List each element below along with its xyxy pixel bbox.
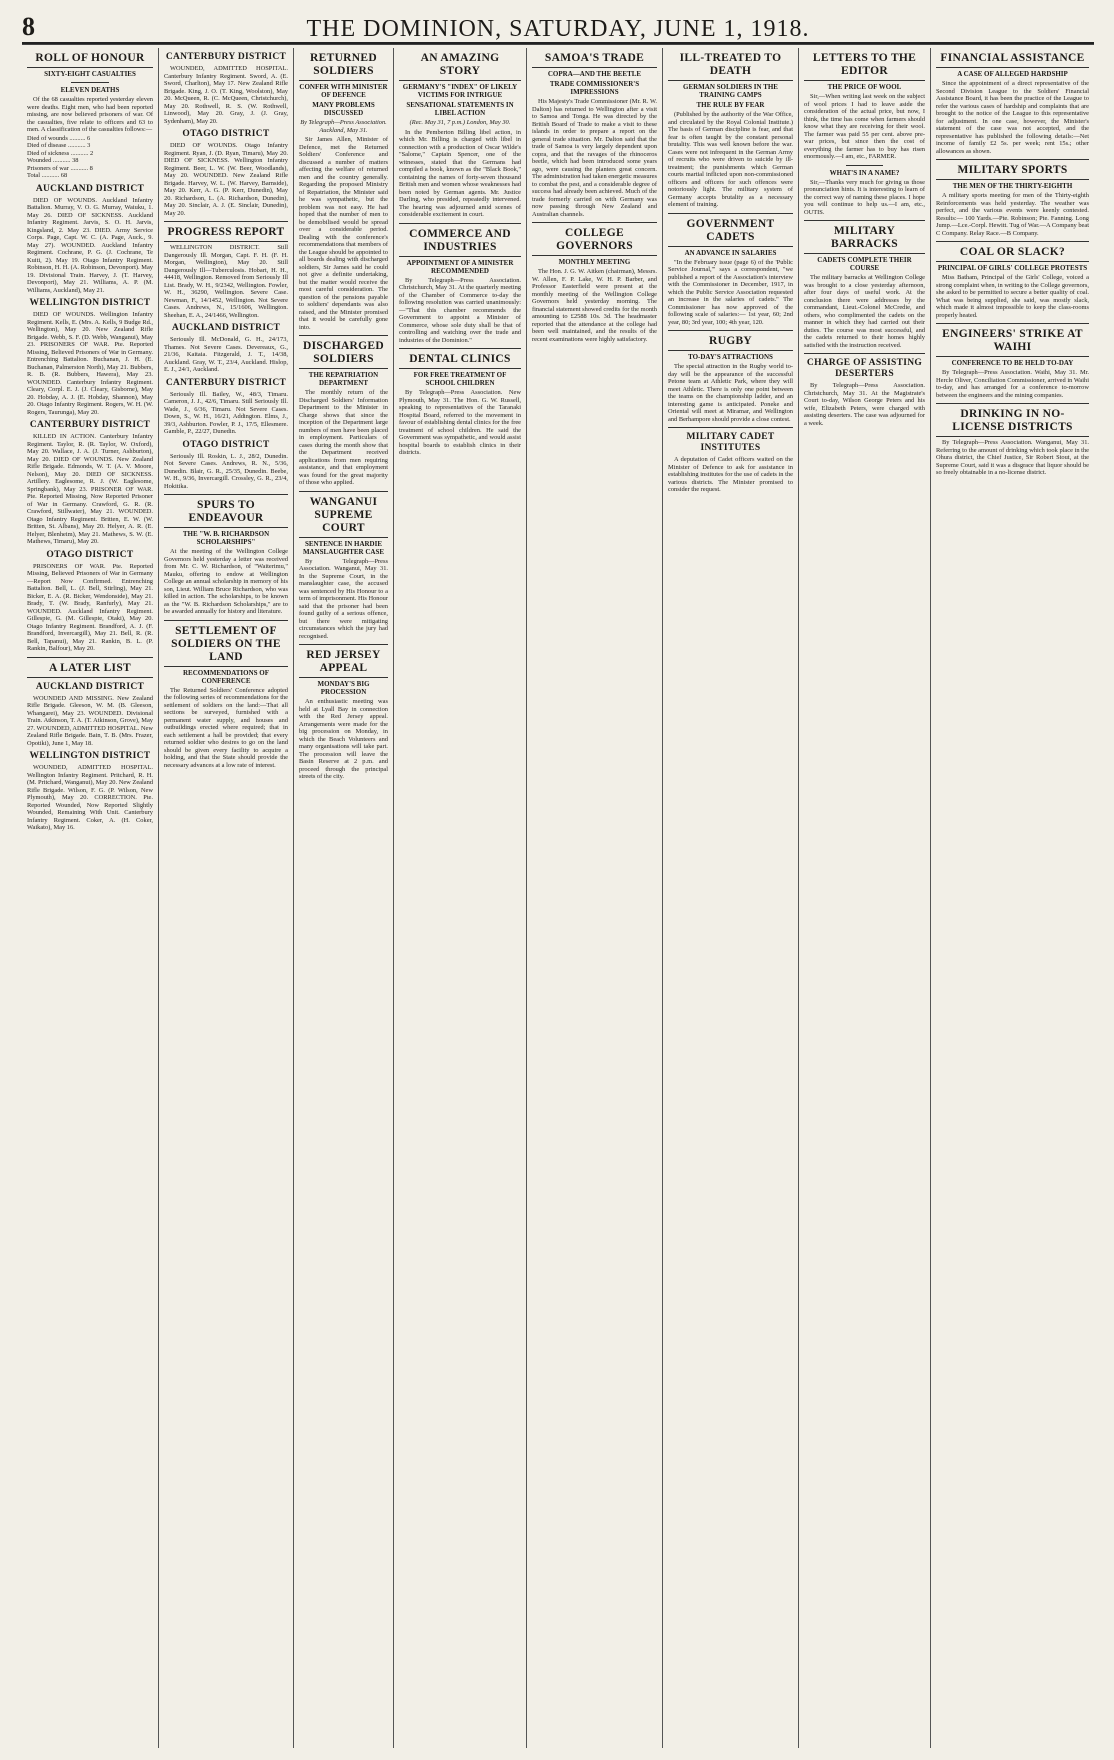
- casualty-list: WOUNDED, ADMITTED HOSPITAL. Wellington Infantry Regiment. Pritchard, R. H. (M. Pritchard, Wanganui), May 20. New Zealand Rifle Brigade. Wilson, F. G. (P. Wilson, New Plymouth), May 20. CORRECTION. Pte. Reported Wounded, Now Reported Slightly Wounded, Remaining With Unit. Canterbury Infantry Regiment. Coker, A. (H. Coker, Waikato), May 16.: [27, 764, 153, 831]
- masthead: [22, 10, 1094, 44]
- roll-of-honour-heading: ROLL OF HONOUR: [27, 52, 153, 68]
- column-8: [930, 48, 1094, 1748]
- article-body: At the meeting of the Wellington College Governors held yesterday a letter was received from Mr. C. W. Richardson, of "Waiterimu," Mauku, offering to endow at Wellington College an annual scholarship in memory of his son, Lieut. William Bruce Richardson, who was killed in action. The scholarships, to be known as the "W. B. Richardson Scholarships," are to be awarded annually for history and literature.: [164, 548, 288, 615]
- article-headline: DRINKING IN NO-LICENSE DISTRICTS: [936, 408, 1089, 437]
- casualties-subheading: SIXTY-EIGHT CASUALTIES: [44, 70, 136, 78]
- divider: [804, 220, 925, 221]
- divider: [299, 491, 388, 492]
- divider: [532, 222, 657, 223]
- article-headline: COAL OR SLACK?: [936, 246, 1089, 262]
- divider: [668, 213, 793, 214]
- article-subheading: GERMAN SOLDIERS IN THE TRAINING CAMPS: [683, 83, 778, 99]
- article-headline: DISCHARGED SOLDIERS: [299, 340, 388, 369]
- article-headline: MILITARY BARRACKS: [804, 225, 925, 254]
- tally-total: Total ........... 68: [27, 172, 68, 179]
- tally-line: Died of disease ........... 3: [27, 142, 91, 149]
- article-body: The special attraction in the Rugby world to-day will be the appearance of the successful Petone team at Athletic Park, where they will meet Athletic. There is only one point between the teams on the championship ladder, and an interesting game is anticipated. Poneke and Oriental will meet at Miramar, and Wellington and Berhampore should provide a close contest.: [668, 363, 793, 423]
- article-body: "In the February issue (page 6) of the 'Public Service Journal,'" says a correspondent, "we published a report of the Association's interview with the Commissioner in December, 1917, in which the Public Service Association requested an increase in the salaries of cadets." The Commissioner has now approved of the following scale of salaries:— 1st year, 60; 2nd year, 80; 3rd year, 100; 4th year, 120.: [668, 258, 793, 326]
- article-headline: LETTERS TO THE EDITOR: [804, 52, 925, 81]
- article-headline: AN AMAZING STORY: [399, 52, 521, 81]
- progress-list: Seriously Ill. Bailey, W., 48/3, Timaru. Cameron, J. J., 42/6, Timaru. Still Seriously Ill. Wade, J., 6/36, Timaru. Not Severe Cases. Down, S., W. H., 16/21, Addington. Elms, J., 39/3, Ashburton. Fowler, P. J., 17/5, Ellesmere. Gamble, P., 22/27, Dunedin.: [164, 390, 288, 435]
- column-1: [22, 48, 158, 1748]
- article-headline: MILITARY SPORTS: [936, 164, 1089, 180]
- casualty-list: KILLED IN ACTION. Canterbury Infantry Regiment. Taylor, R. (R. Taylor, W. Oxford), May 20. Wallace, J. A. (J. Turner, Ashburton), May 20. DIED OF WOUNDS. New Zealand Rifle Brigade. Edmonds, W. T. (A. V. Moore, Nelson), May 20. DIED OF SICKNESS. Artillery. Eaglesome, R. J. (W. Eaglesome, Springbank), May 23. PRISONER OF WAR. Pte. Reported Missing, Now Reported Prisoner of War in Germany. Crawford, G. R. (R. Crawford, Stillwater), May 21. WOUNDED. Otago Infantry Regiment. Britten, E. W. (W. Britten, St. Albans), May 20. Helyer, A. R. (E. Helyer, Blenheim), May 21. Mathews, S. W. (E. Mathews, Timaru), May 20.: [27, 433, 153, 545]
- article-headline: WANGANUI SUPREME COURT: [299, 496, 388, 538]
- article-subheading: CONFERENCE TO BE HELD TO-DAY: [951, 359, 1074, 367]
- casualty-list: PRISONERS OF WAR. Pte. Reported Missing, Believed Prisoners of War in Germany—Report Now Confirmed. Entrenching Battalion. Bell, L. (J. Bell, Stirling), May 21. Bicker, E. A. (R. Bicker, Wendonside), May 21. Brady, T. (W. Brady, Ranfurly), May 21. WOUNDED. Auckland Infantry Regiment. Gillespie, G. (M. Gillespie, Otaki), May 20. Otago Infantry Regiment. Brandford, A. J. (F. Brandford, Invercargill), May 21. Bell, R. (R. Bell, Tapanui), May 21. Rankin, B. L. (P. Rankin, Balfour), May 20.: [27, 562, 153, 652]
- column-6: [662, 48, 798, 1748]
- district-heading: OTAGO DISTRICT: [182, 129, 270, 139]
- article-headline: RED JERSEY APPEAL: [299, 649, 388, 678]
- progress-list: Seriously Ill. Roskin, L. J., 28/2, Dunedin. Not Severe Cases. Andrews, R. N., 5/36, Dunedin. Blair, G. R., 25/35, Dunedin. Beebe, W. H., 9/36, Invercargill. Crossley, G. R., 23/4, Hokitika.: [164, 452, 288, 490]
- article-headline: RETURNED SOLDIERS: [299, 52, 388, 81]
- article-subheading: MONDAY'S BIG PROCESSION: [317, 680, 370, 696]
- article-body: An enthusiastic meeting was held at Lyall Bay in connection with the Red Jersey appeal. Arrangements were made for the big procession on Monday, in which the Beach Volunteers and many organisations will take part. The procession will leave the Basin Reserve at 2 p.m. and proceed through the principal streets of the city.: [299, 698, 388, 780]
- article-byline: By Telegraph—Press Association. Auckland, May 31.: [300, 119, 387, 134]
- article-body: (Published by the authority of the War Office, and circulated by the Royal Colonial Institute.) The basis of German discipline is fear, and that fear is often taught by the constant personal brutality. This was well known before the war. Cases were not infrequent in the German Army of recruits who were driven to suicide by ill-treatment; the punishments which German courts martial inflicted upon non-commissioned officers and officers for such offences were notoriously light. The military system of Germany accepts brutality as a necessary element of training.: [668, 111, 793, 208]
- article-headline: RUGBY: [668, 335, 793, 351]
- progress-list: WELLINGTON DISTRICT. Still Dangerously Ill. Morgan, Capt. F. H. (F. H. Morgan, Wellington), May 20. Still Dangerously Ill—Tuberculosis. Hobart, H. H., 44418, Wellington. Removed from Seriously Ill List. Brady, W. H., 9/2342, Wellington. Fowler, W. H., 36290, Wellington. Severe Case. Newman, F., 14/1452, Wellington. Not Severe Cases. Andrews, N., 15/1606, Wellington. Sheehan, E. A., 24/1466, Wellington.: [164, 244, 288, 319]
- page-number: 8: [22, 12, 35, 41]
- article-body: By Telegraph—Press Association. Christchurch, May 31. At the Magistrate's Court to-day, Wilson George Peters and his wife, Elizabeth Peters, were charged with assisting deserters. The case was adjourned for a week.: [804, 382, 925, 427]
- article-body: By Telegraph—Press Association. Wanganui, May 31. In the Supreme Court, in the manslaughter case, the accused was sentenced by His Honour to a term of imprisonment. His Honour said that the prisoner had been found guilty of a serious offence, but there were mitigating circumstances which the jury had recognised.: [299, 557, 388, 640]
- divider: [846, 165, 882, 166]
- article-body: Sir James Allen, Minister of Defence, met the Returned Soldiers' Conference and discussed a number of matters affecting the welfare of returned men and the country generally. Regarding the proposed Ministry of Repatriation, the Minister said he was sympathetic, but the problem was not easy. He had hoped that the number of men to be demobilised would be spread over a considerable period. Dealing with the conference's recommendations that members of the League should be appointed to all boards dealing with discharged soldiers, Sir James said he could not give a definite undertaking, but the matter would receive the most careful consideration. The question of the pensions payable to soldiers' dependants was also raised, and the Minister promised that it would be carefully gone into.: [299, 136, 388, 331]
- article-subheading: CADETS COMPLETE THEIR COURSE: [817, 256, 912, 272]
- divider: [27, 657, 153, 658]
- article-headline: DENTAL CLINICS: [399, 353, 521, 369]
- article-body: By Telegraph—Press Association. Waihi, May 31. Mr. Hercle Oliver, Conciliation Commissioner, arrived in Waihi to-day, and has arranged for a conference to-morrow between the engineers and the mining companies.: [936, 369, 1089, 399]
- article-subheading: THE RULE BY FEAR: [696, 101, 765, 109]
- progress-list: Seriously Ill. McDonald, G. H., 24/173, Thames. Not Severe Cases. Devereaux, G., 21/36, Kaitaia. Fitzgerald, J. T., 14/38, Auckland. Gray, W. T., 23/4, Auckland. Hislop, E. J., 24/1, Auckland.: [164, 336, 288, 373]
- article-subheading: APPOINTMENT OF A MINISTER RECOMMENDED: [406, 258, 514, 275]
- article-body: By Telegraph—Press Association. New Plymouth, May 31. The Hon. G. W. Russell, speaking to representatives of the Taranaki Hospital Board, referred to the movement in favour of establishing dental clinics for the free treatment of school children. He said the Government was sympathetic, and would assist hospital boards to establish clinics in their districts.: [399, 389, 521, 456]
- letter-body: Sir,—When writing last week on the subject of wool prices I had to leave aside the consideration of the actual price, but now, I think, the time has come when farmers should know what they are receiving for their wool. The farmer was paid 55 per cent. above pre-war prices, but since then the cost of everything the farmer has to buy has risen enormously.—I am, etc., FARMER.: [804, 93, 925, 160]
- article-body: By Telegraph—Press Association. Christchurch, May 31. At the quarterly meeting of the Chamber of Commerce to-day the following resolution was carried unanimously:—"That this chamber recommends the Government to appoint a Minister of Commerce, whose sole duty shall be that of controlling and watching over the trade and industries of the Dominion.": [399, 276, 521, 344]
- article-subheading: SENSATIONAL STATEMENTS IN LIBEL ACTION: [406, 101, 514, 117]
- article-subheading: TO-DAY'S ATTRACTIONS: [688, 353, 773, 361]
- casualty-list: DIED OF WOUNDS. Auckland Infantry Battalion. Murray, V. O. G. Murray, Waiuku, 1. May 26. DIED OF SICKNESS. Auckland Infantry Regiment. Jarvis, S. O. H. Jarvis, Kingsland, 2. May 23. DIED. Army Service Corps. Page, Capt. W. C. (A. Page, Auck., 9. May 27). WOUNDED. Auckland Infantry Regiment. Cochrane, P. G. (J. Cochrane, Te Kuiti, 2). May 19. Otago Infantry Regiment. Robinson, H. H. (A. Robinson, Devonport). May 19. Divisional Train. Harvey, J. (T. Harvey, Devonport), May 21. Williams, A. P. (M. Williams, Auckland), May 21.: [27, 196, 153, 294]
- article-headline: FINANCIAL ASSISTANCE: [936, 52, 1089, 68]
- district-heading: AUCKLAND DISTRICT: [35, 681, 145, 692]
- divider: [399, 223, 521, 224]
- article-subheading: TRADE COMMISSIONER'S IMPRESSIONS: [549, 80, 640, 96]
- article-headline: CHARGE OF ASSISTING DESERTERS: [806, 358, 923, 379]
- article-subheading: PRINCIPAL OF GIRLS' COLLEGE PROTESTS: [937, 264, 1088, 272]
- article-subheading: SENTENCE IN HARDIE MANSLAUGHTER CASE: [302, 539, 385, 556]
- article-subheading: GERMANY'S "INDEX" OF LIKELY VICTIMS FOR INTRIGUE: [402, 83, 518, 99]
- divider: [936, 159, 1089, 160]
- divider: [164, 494, 288, 495]
- divider: [299, 335, 388, 336]
- casualty-list: WOUNDED, ADMITTED HOSPITAL. Canterbury Infantry Regiment. Sword, A. (E. Sword, Charlton), May 17. New Zealand Rifle Brigade. King, J. O. (T. King, Woolston), May 20. McQueen, R. (C. McQueen, Christchurch), May 20. Rothwell, R. S. (W. Rothwell, Linwood), May 20. Gray, J. (J. Gray, Sydenham), May 20.: [164, 65, 288, 125]
- article-headline: GOVERNMENT CADETS: [668, 218, 793, 247]
- article-subheading: A CASE OF ALLEGED HARDSHIP: [957, 70, 1068, 78]
- article-body: The monthly return of the Discharged Soldiers' Information Department to the Minister in Charge shows that since the inception of the Department large numbers of men have been placed in employment. Particulars of cases during the month show that the Department received applications from men requiring assistance, and that employment was found for the great majority of those who applied.: [299, 389, 388, 486]
- article-subheading: THE MEN OF THE THIRTY-EIGHTH: [952, 182, 1073, 190]
- article-headline: ENGINEERS' STRIKE AT WAIHI: [936, 328, 1089, 357]
- article-subheading: THE REPATRIATION DEPARTMENT: [308, 371, 379, 387]
- intro-paragraph: Of the 68 casualties reported yesterday eleven were deaths. Eight men, who had been reported missing, are now believed prisoners of war. Of the casualties, five relate to officers and 63 to men. A classification of the casualties follows:—: [27, 96, 153, 133]
- divider: [164, 620, 288, 621]
- letter-heading: WHAT'S IN A NAME?: [829, 168, 900, 177]
- column-5: [526, 48, 662, 1748]
- divider: [936, 323, 1089, 324]
- progress-report-heading: PROGRESS REPORT: [164, 226, 288, 242]
- district-heading: OTAGO DISTRICT: [182, 439, 270, 450]
- divider: [936, 241, 1089, 242]
- newspaper-title: THE DOMINION, SATURDAY, JUNE 1, 1918.: [306, 16, 810, 42]
- casualty-list: DIED OF WOUNDS. Wellington Infantry Regiment. Kells, E. (Mrs. A. Kells, 9 Budge Rd., Wellington), May 20. New Zealand Rifle Brigade. Webb, S. F. (D. Webb, Wanganui), May 23. PRISONERS OF WAR. Pte. Reported Missing, Believed Prisoners of War in Germany. Entrenching Battalion. Buchanan, J. H. (E. Buchanan, Palmerston North), May 21. Bubbers, R. B. (R. Bubbers, Hawera), May 23. WOUNDED. Canterbury Infantry Regiment. Cleary, Corpl. E. J. (J. Cleary, Gisborne), May 20. Hobday, A. J. (E. Hobday, Shannon), May 20. Otago Infantry Regiment. Rogers, W. H. (W. Rogers, Taurunga), May 20.: [27, 311, 153, 416]
- later-list-heading: A LATER LIST: [27, 662, 153, 678]
- deaths-subheading: ELEVEN DEATHS: [60, 86, 120, 94]
- article-body: In the Pemberton Billing libel action, in which Mr. Billing is charged with libel in connection with a production of Oscar Wilde's "Salome," Captain Spencer, one of the witnesses, stated that the Germans had compiled a book, known as the "Black Book," containing the names of forty-seven thousand British men and women whose weaknesses had been noted by German agents. Mr. Justice Darling, who presided, repeatedly intervened. The hearing was adjourned amid scenes of considerable excitement in court.: [399, 128, 521, 218]
- district-heading: CANTERBURY DISTRICT: [29, 420, 151, 430]
- article-headline: SPURS TO ENDEAVOUR: [164, 499, 288, 528]
- letter-heading: THE PRICE OF WOOL: [827, 83, 902, 91]
- article-headline: ILL-TREATED TO DEATH: [668, 52, 793, 81]
- divider: [299, 644, 388, 645]
- tally-line: Died of sickness ........... 2: [27, 149, 94, 157]
- divider: [71, 82, 109, 83]
- article-subheading: MANY PROBLEMS DISCUSSED: [312, 101, 375, 117]
- district-heading: AUCKLAND DISTRICT: [35, 183, 145, 194]
- district-heading: WELLINGTON DISTRICT: [29, 298, 151, 308]
- article-body: The military barracks at Wellington College was brought to a close yesterday afternoon, after four days of useful work. At the conclusion there were addresses by the commandant, Lieut.-Colonel McCredie, and others, who complimented the cadets on the manner in which they had carried out their duties. The course was most successful, and the cadets returned to their homes highly satisfied with the instruction received.: [804, 274, 925, 349]
- article-byline: (Rec. May 31, 7 p.m.) London, May 30.: [409, 119, 511, 126]
- article-subheading: AN ADVANCE IN SALARIES: [684, 248, 777, 257]
- article-body: The Hon. J. G. W. Aitken (chairman), Messrs. W. Allen, F. P. Lake, W. H. P. Barber, and Professor Easterfield were present at the monthly meeting of the Wellington College Governors held yesterday morning. The financial statement showed credits for the month amounting to £2588 10s. 3d. The headmaster reported that the attendance at the college had been well maintained, and the results of the recent examinations were highly satisfactory.: [532, 268, 657, 343]
- divider: [399, 348, 521, 349]
- article-headline: SETTLEMENT OF SOLDIERS ON THE LAND: [164, 625, 288, 667]
- letter-body: Sir,—Thanks very much for giving us those pronunciation hints. It is interesting to learn of the correct way of naming these places. I hope you will continue to help us.—I am, etc., OUTIS.: [804, 178, 925, 216]
- column-2: [158, 48, 293, 1748]
- district-heading: CANTERBURY DISTRICT: [165, 52, 287, 62]
- article-body: A military sports meeting for men of the Thirty-eighth Reinforcements was held yesterday. The weather was perfect, and the various events were keenly contested. Results:— 100 Yards.—Pte. Robinson; Pte. Fanning. Long Jump.—Lce.-Corpl. Hewitt. Tug of War.—A Company beat C Company. Relay Race.—B Company.: [936, 192, 1089, 237]
- article-headline: COMMERCE AND INDUSTRIES: [399, 228, 521, 257]
- article-headline: MILITARY CADET INSTITUTES: [686, 432, 775, 453]
- column-3: [293, 48, 393, 1748]
- divider: [668, 427, 793, 428]
- district-heading: AUCKLAND DISTRICT: [171, 323, 281, 333]
- divider: [936, 403, 1089, 404]
- column-7: [798, 48, 930, 1748]
- article-subheading: COPRA—AND THE BEETLE: [547, 70, 642, 78]
- article-body: A deputation of Cadet officers waited on the Minister of Defence to ask for assistance in establishing institutes for the use of cadets in the various districts. The Minister promised to consider the request.: [668, 456, 793, 493]
- column-4: [393, 48, 526, 1748]
- masthead-rule: [22, 44, 1094, 45]
- casualty-list: DIED OF WOUNDS. Otago Infantry Regiment. Ryan, J. (D. Ryan, Timaru), May 20. DIED OF SICKNESS. Wellington Infantry Regiment. Beer, L. W. (W. Beer, Woodlands), May 20. WOUNDED. New Zealand Rifle Brigade. Harvey, W. L. (W. Harvey, Barnside), May 20. Kerr, A. G. (P. Kerr, Dunedin), May 20. Richardson, L. (A. Richardson, Dunedin), May 20. Sinclair, A. J. (E. Sinclair, Dunedin), May 20.: [164, 142, 288, 217]
- article-body: By Telegraph—Press Association. Wanganui, May 31. Referring to the amount of drinking which took place in the Ohura district, the Chief Justice, Sir Robert Stout, at the Supreme Court, said it was a disgrace that liquor should be so freely obtainable in a no-license district.: [936, 439, 1089, 476]
- article-subheading: RECOMMENDATIONS OF CONFERENCE: [182, 668, 269, 685]
- article-headline: COLLEGE GOVERNORS: [532, 227, 657, 256]
- district-heading: OTAGO DISTRICT: [46, 549, 134, 560]
- district-heading: CANTERBURY DISTRICT: [165, 377, 287, 388]
- tally-line: Wounded ........... 38: [27, 157, 79, 164]
- tally-line: Prisoners of war ........... 8: [27, 164, 93, 172]
- article-subheading: MONTHLY MEETING: [558, 258, 631, 266]
- article-headline: SAMOA'S TRADE: [532, 52, 657, 68]
- article-body: Miss Batham, Principal of the Girls' College, voiced a strong complaint when, in writing to the College governors, she asked to be permitted to secure a better quality of coal. What was being supplied, she said, was mostly slack, which made it almost impossible to keep the class-rooms properly heated.: [936, 274, 1089, 319]
- article-subheading: THE "W. B. RICHARDSON SCHOLARSHIPS": [182, 530, 270, 546]
- divider: [668, 330, 793, 331]
- tally-line: Died of wounds .......... 6: [27, 134, 91, 142]
- casualty-list: WOUNDED AND MISSING. New Zealand Rifle Brigade. Gleeson, W. M. (B. Gleeson, Whangarei), May 23. WOUNDED. Divisional Train. Atkinson, T. A. (T. Atkinson, Grove), May 27. WOUNDED, ADMITTED HOSPITAL. New Zealand Rifle Brigade. Bain, T. B. (Mrs. Frazer, Opotiki), June 1, May 18.: [27, 694, 153, 747]
- district-heading: WELLINGTON DISTRICT: [29, 751, 151, 761]
- article-subheading: FOR FREE TREATMENT OF SCHOOL CHILDREN: [413, 371, 507, 387]
- article-subheading: CONFER WITH MINISTER OF DEFENCE: [299, 83, 388, 99]
- article-body: Since the appointment of a direct representative of the Second Division League to the Soldiers' Financial Assistance Board, it has been the practice of the League to refer the various cases of hardship and complaints that are brought to the notice of the League to this representative for adjustment. In one case, however, the Minister's statement of the case was not accepted, and the representative has published the following details:—Net income of family £2 5s. per week; rent 15s.; other allowances as shown.: [936, 80, 1089, 155]
- article-body: The Returned Soldiers' Conference adopted the following series of recommendations for the settlement of soldiers on the land:—That all sections be surveyed, furnished with a permanent water supply, and houses and outbuildings erected where required; that in each settlement a hall be provided; that every returned soldier who desires to go on the land should be given every facility to acquire a holding, and that the State should provide the necessary advances at a low rate of interest.: [164, 686, 288, 769]
- article-body: His Majesty's Trade Commissioner (Mr. R. W. Dalton) has returned to Wellington after a visit to Samoa and Tonga. He was directed by the British Board of Trade to make a visit to these islands in order to prepare a report on the general trade situation. Mr. Dalton said that the trade of Samoa is very largely dependent upon copra, and that the ravages of the rhinoceros beetle, which had been introduced some years ago, were causing the planters great concern. The administration had taken energetic measures to combat the pest, and a considerable degree of success had already been achieved. Much of the trade formerly carried on with Germany was now passing through New Zealand and Australian channels.: [532, 98, 657, 218]
- divider: [804, 353, 925, 354]
- divider: [164, 221, 288, 222]
